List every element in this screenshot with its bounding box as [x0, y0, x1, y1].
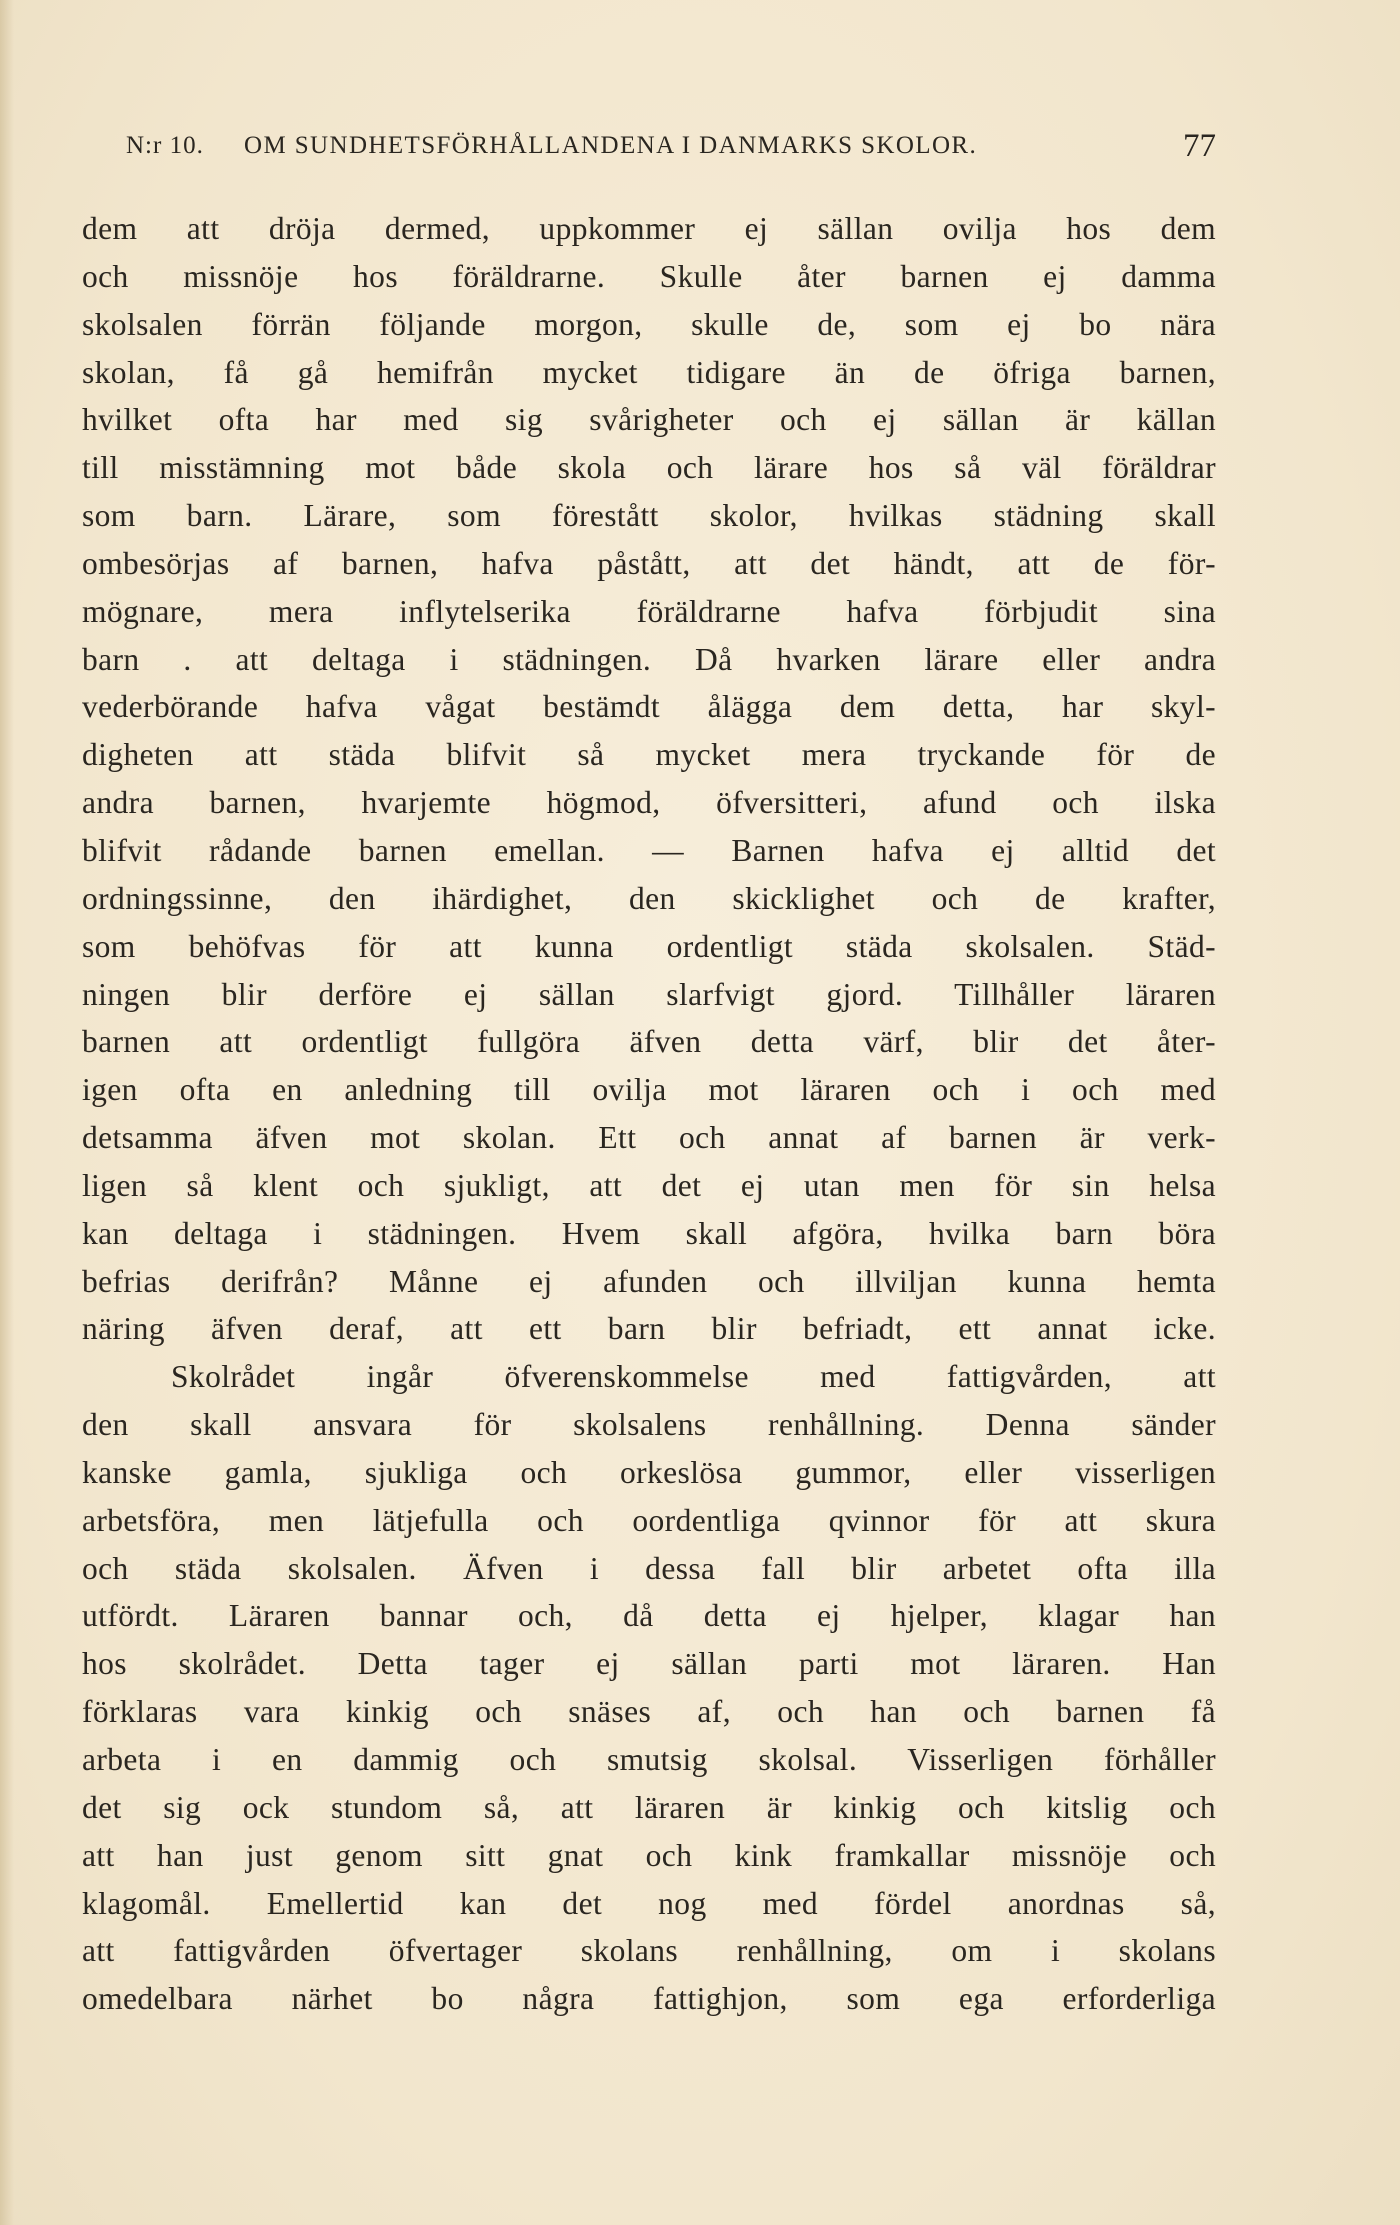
text-line: att han just genom sitt gnat och kink framkallar missnöje och: [82, 1837, 1216, 1873]
text-line: och missnöje hos föräldrarne. Skulle åter barnen ej damma: [82, 258, 1216, 294]
text-line: att fattigvården öfvertager skolans renhållning, om i skolans: [82, 1933, 1216, 1969]
text-line: barnen att ordentligt fullgöra äfven detta värf, blir det åter-: [82, 1024, 1216, 1060]
text-line: andra barnen, hvarjemte högmod, öfversitteri, afund och ilska: [82, 785, 1216, 821]
text-line: näring äfven deraf, att ett barn blir befriadt, ett annat icke.: [82, 1311, 1216, 1347]
text-line: arbeta i en dammig och smutsig skolsal. Visserligen förhåller: [82, 1742, 1216, 1777]
text-line: som behöfvas för att kunna ordentligt städa skolsalen. Städ-: [82, 928, 1216, 964]
text-line: dem att dröja dermed, uppkommer ej sällan ovilja hos dem: [82, 211, 1216, 246]
text-line: det sig ock stundom så, att läraren är kinkig och kitslig och: [82, 1789, 1216, 1825]
text-line: ningen blir derföre ej sällan slarfvigt gjord. Tillhåller läraren: [82, 976, 1216, 1012]
text-line: blifvit rådande barnen emellan. — Barnen hafva ej alltid det: [82, 832, 1216, 868]
text-line: hvilket ofta har med sig svårigheter och ej sällan är källan: [82, 402, 1216, 438]
text-line: och städa skolsalen. Äfven i dessa fall blir arbetet ofta illa: [82, 1550, 1216, 1586]
text-line: utfördt. Läraren bannar och, då detta ej hjelper, klagar han: [82, 1598, 1216, 1634]
text-line: igen ofta en anledning till ovilja mot läraren och i och med: [82, 1072, 1216, 1108]
paragraph-first-line: Skolrådet ingår öfverenskommelse med fattigvården, att: [171, 1359, 1216, 1395]
text-line: digheten att städa blifvit så mycket mera tryckande för de: [82, 737, 1216, 773]
text-line: förklaras vara kinkig och snäses af, och han och barnen få: [82, 1694, 1216, 1730]
page-number: 77: [1183, 128, 1216, 164]
body-text: [82, 205, 1216, 2023]
text-line: arbetsföra, men lätjefulla och oordentliga qvinnor för att skura: [82, 1502, 1216, 1538]
text-line: omedelbara närhet bo några fattighjon, som ega erforderliga: [82, 1981, 1216, 2017]
text-line: ombesörjas af barnen, hafva påstått, att det händt, att de för-: [82, 545, 1216, 581]
issue-number: N:r 10.: [126, 132, 204, 159]
text-line: klagomål. Emellertid kan det nog med fördel anordnas så,: [82, 1885, 1216, 1921]
text-line: befrias derifrån? Månne ej afunden och illviljan kunna hemta: [82, 1263, 1216, 1299]
text-line: detsamma äfven mot skolan. Ett och annat af barnen är verk-: [82, 1120, 1216, 1156]
text-line: skolsalen förrän följande morgon, skulle de, som ej bo nära: [82, 306, 1216, 342]
running-header: [126, 128, 1216, 168]
running-title: OM SUNDHETSFÖRHÅLLANDENA I DANMARKS SKOLOR.: [244, 132, 978, 159]
text-line: den skall ansvara för skolsalens renhållning. Denna sänder: [82, 1407, 1216, 1443]
text-line: barn . att deltaga i städningen. Då hvarken lärare eller andra: [82, 641, 1216, 677]
text-line: som barn. Lärare, som förestått skolor, hvilkas städning skall: [82, 498, 1216, 534]
text-line: kanske gamla, sjukliga och orkeslösa gummor, eller visserligen: [82, 1454, 1216, 1490]
text-line: hos skolrådet. Detta tager ej sällan parti mot läraren. Han: [82, 1646, 1216, 1682]
text-line: mögnare, mera inflytelserika föräldrarne hafva förbjudit sina: [82, 593, 1216, 629]
text-line: ligen så klent och sjukligt, att det ej utan men för sin helsa: [82, 1167, 1216, 1203]
text-line: till misstämning mot både skola och lärare hos så väl föräldrar: [82, 450, 1216, 486]
text-line: ordningssinne, den ihärdighet, den skicklighet och de krafter,: [82, 880, 1216, 916]
text-line: skolan, få gå hemifrån mycket tidigare än de öfriga barnen,: [82, 354, 1216, 390]
text-line: kan deltaga i städningen. Hvem skall afgöra, hvilka barn böra: [82, 1215, 1216, 1251]
text-line: vederbörande hafva vågat bestämdt ålägga dem detta, har skyl-: [82, 689, 1216, 725]
page-binding-shadow: [0, 0, 14, 2225]
